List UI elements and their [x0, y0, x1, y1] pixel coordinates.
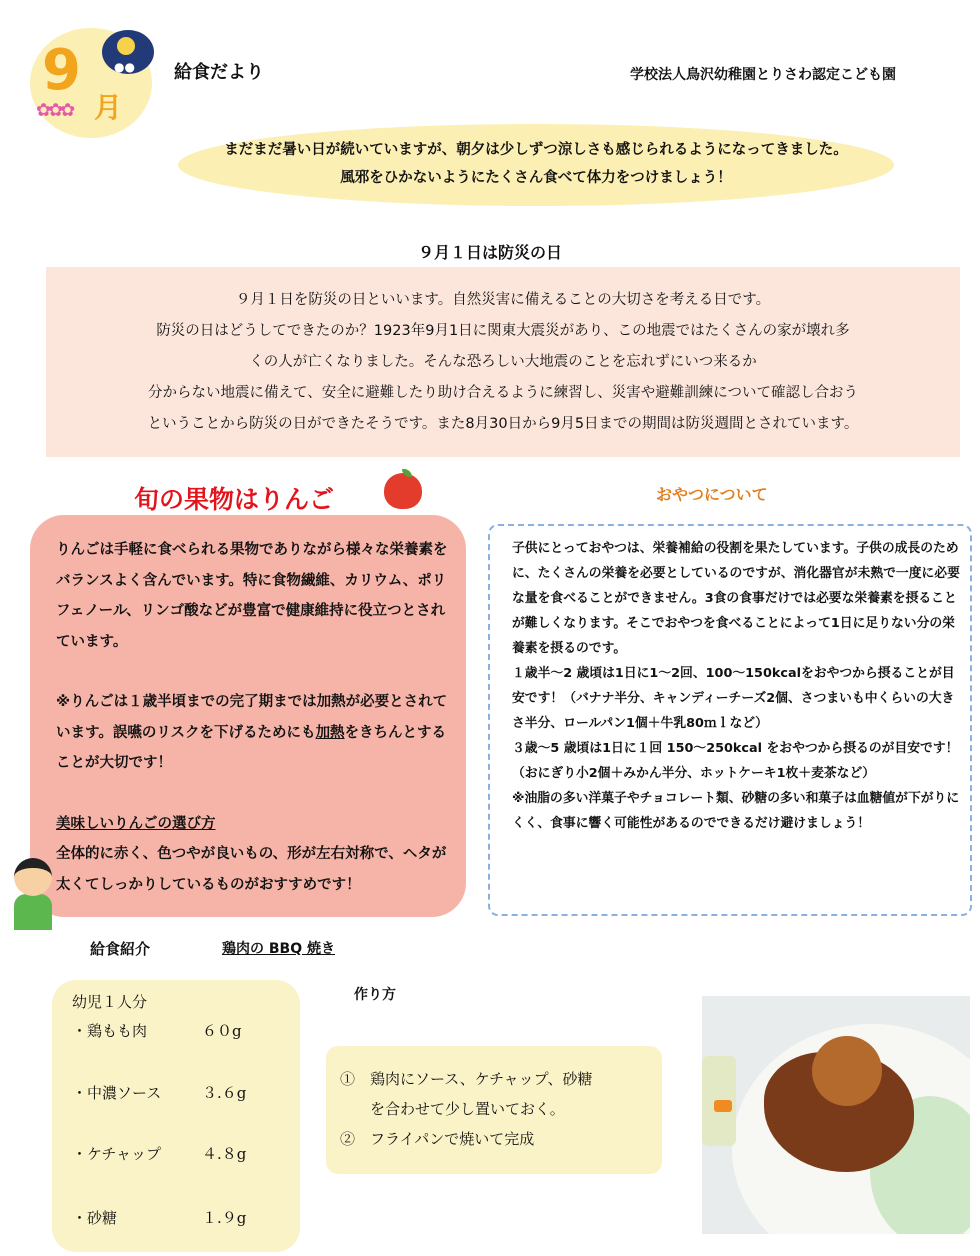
snack-paragraph-4: ※油脂の多い洋菓子やチョコレート類、砂糖の多い和菓子は血糖値が下がりにくく、食事に響く可能性があるのでできるだけ避けましょう！: [512, 791, 960, 831]
carrot: [714, 1100, 732, 1112]
bosai-line: 分からない地震に備えて、安全に避難したり助け合えるように練習し、災害や避難訓練について確認し合おう: [148, 385, 858, 401]
ingredient-row: [72, 1020, 292, 1041]
apple-paragraph-2: [56, 687, 456, 779]
school-name: 学校法人鳥沢幼稚園とりさわ認定こども園: [630, 67, 896, 83]
ingredient-name: ・中濃ソース: [72, 1084, 162, 1102]
apple-paragraph-1: りんごは手軽に食べられる果物でありながら様々な栄養素をバランスよく含んでいます。特に食物繊維、カリウム、ポリフェノール、リンゴ酸などが豊富で健康維持に役立つとされています。: [56, 542, 448, 650]
bosai-line: ということから防災の日ができたそうです。また8月30日から9月5日までの期間は防災週間とされています。: [147, 416, 859, 432]
snack-text: [512, 536, 964, 836]
bosai-line: ９月１日を防災の日といいます。自然災害に備えることの大切さを考える日です。: [235, 292, 771, 308]
boy-illustration-body: [14, 894, 52, 930]
intro-message: [178, 136, 894, 192]
step-1: ① 鶏肉にソース、ケチャップ、砂糖: [340, 1070, 593, 1088]
dish-name: 鶏肉の BBQ 焼き: [222, 941, 335, 957]
apple-choose-text: 全体的に赤く、色つやが良いもの、形が左右対称で、ヘタが太くてしっかりしているものがおすすめです！: [56, 846, 447, 893]
ingredient-qty: ４.８g: [202, 1145, 247, 1163]
apple-heating-note: ※りんごは１歳半頃までの完了期までは加熱が必要とされています。誤嚥のリスクを下げるためにも: [56, 694, 448, 741]
ingredient-row: [72, 1207, 292, 1228]
snack-paragraph-1: 子供にとっておやつは、栄養補給の役割を果たしています。子供の成長のために、たくさんの栄養を必要としているのですが、消化器官が未熟で一度に必要な量を食べることができません。3食の食事だけでは必要な栄養素を摂ることが難しくなります。そこでおやつを食べることによって1日に足りない分の栄養素を摂るのです。: [512, 541, 960, 656]
snack-paragraph-2: １歳半～2 歳頃は1日に1～2回、100～150kcalをおやつから摂ることが目安です！（バナナ半分、キャンディーチーズ2個、さつまいも中くらいの大きさ半分、ロールパン1個＋牛乳80ｍｌなど）: [512, 666, 955, 731]
dango-icon: ●●: [114, 60, 135, 74]
ingredient-name: ・ケチャップ: [72, 1145, 161, 1163]
steps-text: [340, 1064, 656, 1154]
apple-section-title: 旬の果物はりんご: [134, 485, 335, 514]
ingredients-header: 幼児１人分: [72, 993, 148, 1011]
bbq-chicken-highlight: [812, 1036, 882, 1106]
ingredient-qty: ６０g: [202, 1022, 242, 1040]
apple-icon: [384, 473, 422, 509]
snack-paragraph-3: ３歳～5 歳頃は1日に１回 150～250kcal をおやつから摂るのが目安です！（おにぎり小2個＋みかん半分、ホットケーキ1枚＋麦茶など）: [512, 741, 959, 781]
bosai-line: 防災の日はどうしてできたのか？1923年9月1日に関東大震災があり、この地震ではたくさんの家が壊れ多: [156, 323, 850, 339]
moon-icon: [117, 37, 135, 55]
bosai-text: [60, 285, 946, 440]
apple-choose-title: 美味しいりんごの選び方: [56, 815, 216, 832]
bosai-line: くの人が亡くなりました。そんな恐ろしい大地震のことを忘れずにいつ来るか: [249, 354, 757, 370]
ingredient-qty: １.９g: [202, 1209, 247, 1227]
apple-heating-underline: 加熱: [315, 724, 345, 741]
boy-eating-apple-icon: [14, 858, 52, 896]
intro-line-1: まだまだ暑い日が続いていますが、朝夕は少しずつ涼しさも感じられるようになってきました。: [224, 142, 848, 158]
snack-section-title: おやつについて: [656, 485, 768, 504]
ingredient-name: ・砂糖: [72, 1209, 118, 1227]
apple-heating-note-end: をきちんとすることが大切です！: [56, 724, 447, 771]
ingredient-row: [72, 1082, 292, 1103]
steps-title: 作り方: [354, 987, 396, 1003]
apple-text: [56, 535, 456, 900]
newsletter-title: 給食だより: [174, 62, 264, 83]
bosai-title: ９月１日は防災の日: [417, 243, 562, 262]
ingredient-name: ・鶏もも肉: [72, 1022, 148, 1040]
month-number: 9: [42, 38, 81, 103]
ingredient-qty: ３.６g: [202, 1084, 247, 1102]
month-kanji: 月: [94, 91, 123, 124]
dish-photo: [702, 996, 970, 1234]
step-2: ② フライパンで焼いて完成: [340, 1130, 535, 1148]
step-1-cont: を合わせて少し置いておく。: [370, 1100, 565, 1118]
recipe-label: 給食紹介: [90, 940, 151, 958]
ingredient-row: [72, 1143, 292, 1164]
cosmos-flower-icon: ✿✿✿: [36, 100, 73, 121]
intro-line-2: 風邪をひかないようにたくさん食べて体力をつけましょう！: [340, 170, 732, 186]
